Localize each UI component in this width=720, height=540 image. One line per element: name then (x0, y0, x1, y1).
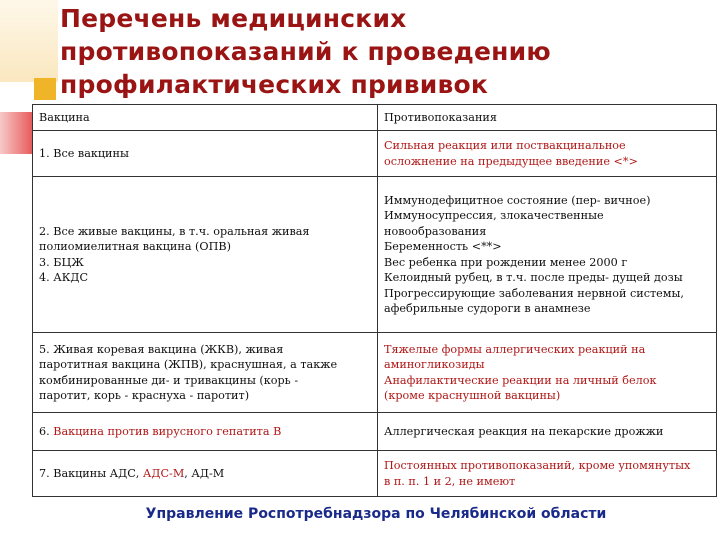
cell-line: в п. п. 1 и 2, не имеют (384, 474, 516, 488)
contra-cell (378, 451, 717, 497)
cell-line: 5. Живая коревая вакцина (ЖКВ), живая (39, 342, 284, 356)
cell-line: Сильная реакция или поствакцинальное (384, 139, 626, 152)
title-line: профилактических прививок (60, 70, 489, 99)
cell-text-highlight: Вакцина против вирусного гепатита В (53, 424, 282, 438)
decorative-red-tab (0, 112, 32, 154)
cell-line: афебрильные судороги в анамнезе (384, 302, 591, 315)
cell-line: 1. Все вакцины (39, 146, 129, 160)
contra-cell (378, 131, 717, 177)
table-row (33, 177, 717, 333)
header-contraindications: Противопоказания (378, 105, 717, 131)
cell-line: полиомиелитная вакцина (ОПВ) (39, 240, 231, 253)
cell-line: аминогликозиды (384, 358, 485, 371)
cell-line: Прогрессирующие заболевания нервной системы, (384, 286, 684, 300)
cell-line: Вес ребенка при рождении менее 2000 г (384, 255, 628, 269)
decorative-gradient-bar (0, 0, 58, 82)
vaccine-cell (33, 131, 378, 177)
cell-line: Беременность <**> (384, 240, 502, 253)
cell-line: Аллергическая реакция на пекарские дрожжи (384, 424, 664, 438)
footer-organization: Управление Роспотребнадзора по Челябинской области (145, 506, 607, 522)
cell-line: Иммуносупрессия, злокачественные (384, 209, 604, 222)
cell-line: Келоидный рубец, в т.ч. после преды- дущей дозы (384, 271, 683, 284)
cell-line: Тяжелые формы аллергических реакций на (384, 342, 646, 356)
header-vaccine: Вакцина (33, 105, 378, 131)
cell-line: Анафилактические реакции на личный белок (384, 373, 657, 387)
cell-line: 4. АКДС (39, 271, 89, 284)
table-row (33, 131, 717, 177)
page-title (60, 2, 700, 101)
contra-cell (378, 177, 717, 333)
cell-text: 7. Вакцины АДС, (39, 466, 143, 480)
contra-cell (378, 333, 717, 413)
vaccine-cell (33, 413, 378, 451)
decorative-square (34, 78, 56, 100)
vaccine-cell (33, 451, 378, 497)
table-row (33, 333, 717, 413)
table-row (33, 413, 717, 451)
cell-line: комбинированные ди- и тривакцины (корь - (39, 373, 299, 387)
cell-line: (кроме краснушной вакцины) (384, 389, 561, 402)
vaccine-cell (33, 333, 378, 413)
table-row (33, 451, 717, 497)
cell-line: Иммунодефицитное состояние (пер- вичное) (384, 193, 651, 207)
table-header-row (33, 105, 717, 131)
vaccine-cell (33, 177, 378, 333)
cell-text: , АД-М (184, 466, 225, 480)
title-line: противопоказаний к проведению (60, 37, 551, 66)
cell-line: новообразования (384, 224, 487, 238)
cell-line: осложнение на предыдущее введение <*> (384, 154, 638, 168)
contraindications-table (32, 104, 717, 497)
cell-text-highlight: АДС-М (142, 466, 185, 480)
cell-line: Постоянных противопоказаний, кроме упомянутых (384, 459, 691, 472)
cell-line: 3. БЦЖ (39, 255, 84, 269)
cell-line: 2. Все живые вакцины, в т.ч. оральная живая (39, 224, 310, 238)
title-line: Перечень медицинских (60, 4, 407, 33)
contra-cell (378, 413, 717, 451)
cell-line: паротитная вакцина (ЖПВ), краснушная, а также (39, 358, 338, 371)
cell-text: 6. (39, 424, 54, 438)
cell-line: паротит, корь - краснуха - паротит) (39, 389, 250, 402)
